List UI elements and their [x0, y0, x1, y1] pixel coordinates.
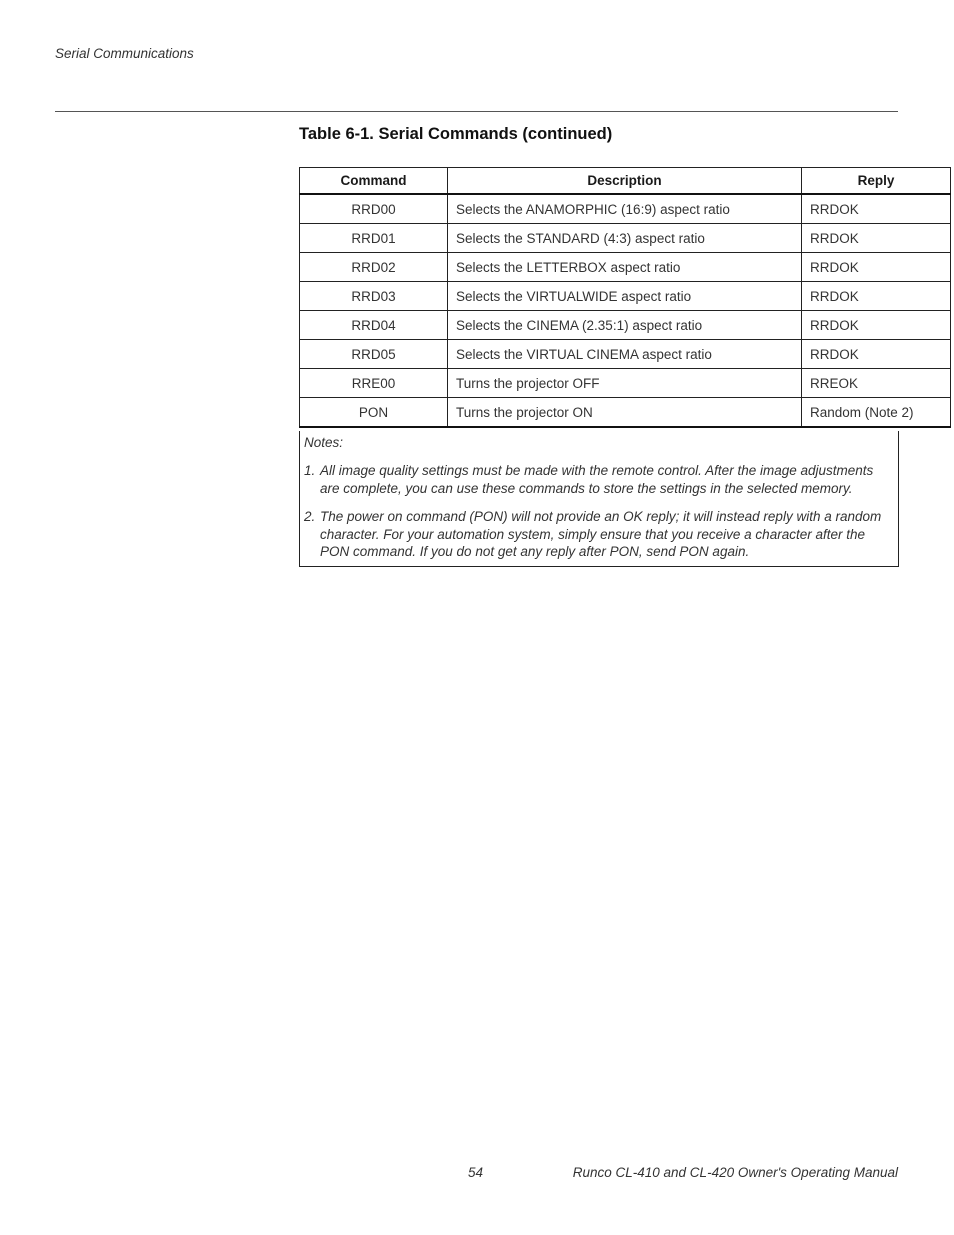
note-text-line: The power on command (PON) will not provide an OK reply; it will instead reply with a random [320, 509, 882, 524]
table-row [300, 311, 951, 340]
note-item [304, 508, 894, 561]
page-number: 54 [468, 1165, 484, 1180]
description-cell: Selects the VIRTUAL CINEMA aspect ratio [448, 340, 802, 369]
table-row [300, 369, 951, 398]
reply-cell: Random (Note 2) [802, 398, 951, 428]
table-notes [299, 431, 899, 567]
note-item [304, 462, 894, 497]
running-header: Serial Communications [55, 46, 194, 61]
note-text-line: are complete, you can use these commands to store the settings in the selected memory. [320, 480, 853, 496]
header-rule [55, 111, 898, 112]
column-header-reply: Reply [802, 168, 951, 195]
table-row [300, 282, 951, 311]
description-cell: Turns the projector OFF [448, 369, 802, 398]
reply-cell: RRDOK [802, 253, 951, 282]
description-cell: Selects the VIRTUALWIDE aspect ratio [448, 282, 802, 311]
serial-commands-table [299, 167, 951, 428]
table-header-row [300, 168, 951, 195]
note-number: 2. [304, 509, 316, 524]
description-cell: Selects the CINEMA (2.35:1) aspect ratio [448, 311, 802, 340]
table-row [300, 224, 951, 253]
note-number: 1. [304, 463, 316, 478]
notes-label: Notes: [304, 435, 344, 450]
column-header-command: Command [300, 168, 448, 195]
command-cell: RRD02 [300, 253, 448, 282]
reply-cell: RRDOK [802, 194, 951, 224]
command-cell: RRD01 [300, 224, 448, 253]
footer-manual-title: Runco CL-410 and CL-420 Owner's Operating Manual [572, 1165, 898, 1180]
note-text-line: character. For your automation system, simply ensure that you receive a character after the [320, 526, 865, 542]
table-row [300, 398, 951, 428]
command-cell: RRE00 [300, 369, 448, 398]
command-cell: RRD03 [300, 282, 448, 311]
command-cell: RRD04 [300, 311, 448, 340]
table-row [300, 194, 951, 224]
reply-cell: RRDOK [802, 224, 951, 253]
reply-cell: RRDOK [802, 282, 951, 311]
table-row [300, 340, 951, 369]
reply-cell: RRDOK [802, 340, 951, 369]
description-cell: Selects the LETTERBOX aspect ratio [448, 253, 802, 282]
note-text-line: PON command. If you do not get any reply after PON, send PON again. [320, 544, 750, 559]
description-cell: Turns the projector ON [448, 398, 802, 428]
command-cell: RRD00 [300, 194, 448, 224]
reply-cell: RREOK [802, 369, 951, 398]
column-header-description: Description [448, 168, 802, 195]
description-cell: Selects the ANAMORPHIC (16:9) aspect ratio [448, 194, 802, 224]
description-cell: Selects the STANDARD (4:3) aspect ratio [448, 224, 802, 253]
reply-cell: RRDOK [802, 311, 951, 340]
table-title: Table 6-1. Serial Commands (continued) [299, 125, 613, 143]
note-text-line: All image quality settings must be made with the remote control. After the image adjustments [320, 463, 874, 478]
command-cell: PON [300, 398, 448, 428]
command-cell: RRD05 [300, 340, 448, 369]
table-row [300, 253, 951, 282]
